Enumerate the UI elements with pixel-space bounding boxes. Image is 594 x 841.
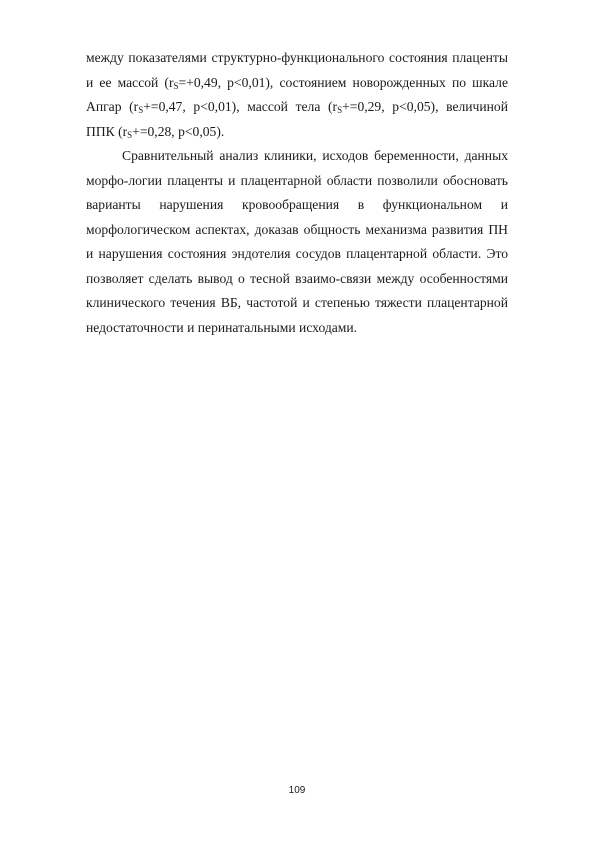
subscript: S [337,105,343,115]
text-segment: между показателями структурно-функционального состояния плаценты и ее массой (r [86,50,508,90]
paragraph-correlations [86,46,508,144]
text-segment: +=0,28, р<0,05). [132,123,225,139]
text-segment: =+0,49, р<0,01), состоянием новорожденных по шкале Апгар (r [86,74,508,114]
subscript: S [127,129,133,140]
text-segment: +=0,29, р<0,05), величиной ППК (r [86,99,509,139]
page-number: 109 [288,785,306,796]
paragraph-conclusion: Сравнительный анализ клиники, исходов беременности, данных морфо-логии плаценты и плацентарной области позволили обосновать варианты нарушения кровообращения в функциональном и морфологическом аспектах, доказав общность механизма развития ПН и нарушения состояния эндотелия сосудов плацентарной области. Это позволяет сделать вывод о тесной взаимо-связи между особенностями клинического течения ВБ, частотой и степенью тяжести плацентарной недостаточности и перинатальными исходами. [86,148,508,335]
subscript: S [173,80,179,91]
subscript: S [138,105,144,115]
text-segment: +=0,47, р<0,01), массой тела (r [143,99,338,114]
page-content [86,46,508,340]
